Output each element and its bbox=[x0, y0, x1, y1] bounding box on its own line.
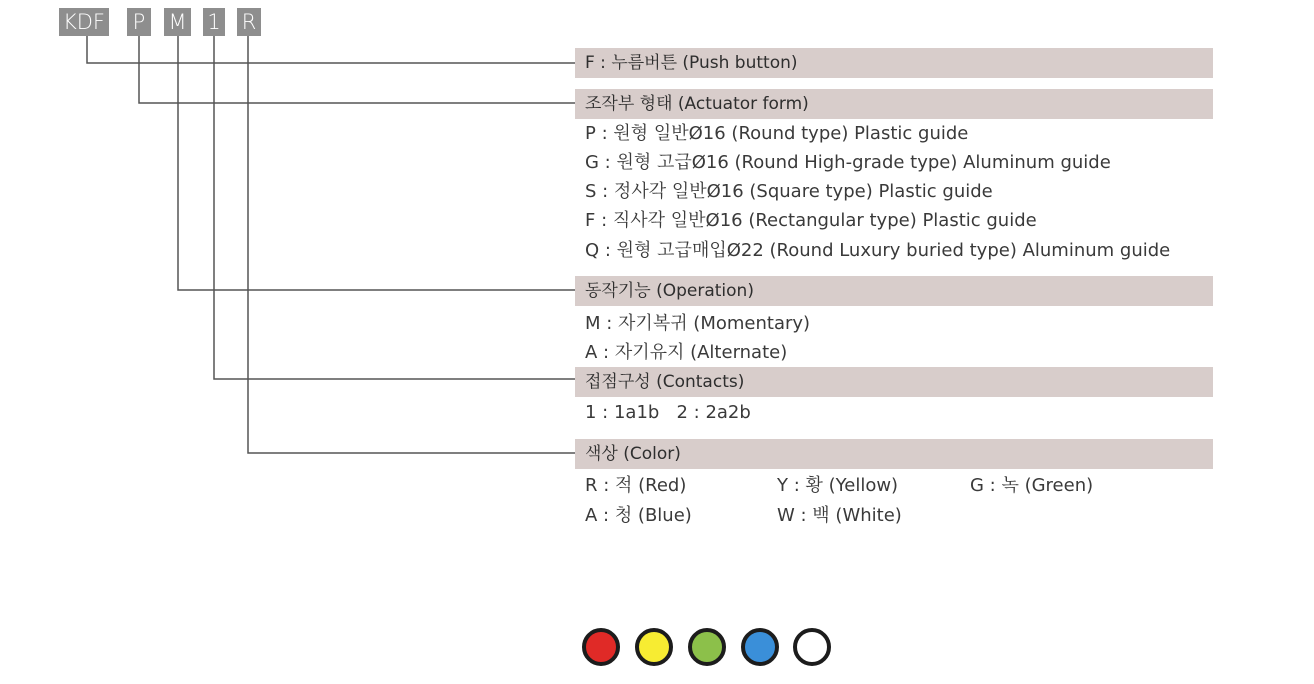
connector-color bbox=[248, 36, 575, 453]
connector-contacts bbox=[214, 36, 575, 379]
actuator-option-p: P : 원형 일반Ø16 (Round type) Plastic guide bbox=[585, 123, 969, 144]
actuator-option-g: G : 원형 고급Ø16 (Round High-grade type) Aluminum guide bbox=[585, 152, 1111, 173]
swatch-green bbox=[688, 628, 726, 666]
color-option-w: W : 백 (White) bbox=[777, 505, 902, 526]
operation-option-a: A : 자기유지 (Alternate) bbox=[585, 342, 788, 363]
section-header-actuator: 조작부 형태 (Actuator form) bbox=[575, 89, 1213, 119]
actuator-option-s: S : 정사각 일반Ø16 (Square type) Plastic guide bbox=[585, 181, 993, 202]
code-segment-color: R bbox=[237, 8, 261, 36]
code-segment-actuator: P bbox=[127, 8, 151, 36]
section-header-operation: 동작기능 (Operation) bbox=[575, 276, 1213, 306]
color-option-a: A : 청 (Blue) bbox=[585, 505, 692, 526]
code-segment-series: KDF bbox=[59, 8, 109, 36]
code-segment-contacts: 1 bbox=[203, 8, 225, 36]
connector-operation bbox=[178, 36, 575, 290]
section-header-contacts: 접점구성 (Contacts) bbox=[575, 367, 1213, 397]
color-option-r: R : 적 (Red) bbox=[585, 475, 687, 496]
actuator-option-q: Q : 원형 고급매입Ø22 (Round Luxury buried type) Aluminum guide bbox=[585, 240, 1171, 261]
connector-type bbox=[87, 36, 575, 63]
swatch-blue bbox=[741, 628, 779, 666]
swatch-yellow bbox=[635, 628, 673, 666]
section-header-color: 색상 (Color) bbox=[575, 439, 1213, 469]
color-option-g: G : 녹 (Green) bbox=[970, 475, 1094, 496]
contacts-options: 1 : 1a1b 2 : 2a2b bbox=[585, 402, 751, 423]
swatch-white bbox=[793, 628, 831, 666]
connector-actuator bbox=[139, 36, 575, 103]
operation-option-m: M : 자기복귀 (Momentary) bbox=[585, 313, 811, 334]
code-segment-operation: M bbox=[164, 8, 191, 36]
section-header-type: F : 누름버튼 (Push button) bbox=[575, 48, 1213, 78]
color-option-y: Y : 황 (Yellow) bbox=[777, 475, 899, 496]
swatch-red bbox=[582, 628, 620, 666]
actuator-option-f: F : 직사각 일반Ø16 (Rectangular type) Plastic guide bbox=[585, 210, 1037, 231]
